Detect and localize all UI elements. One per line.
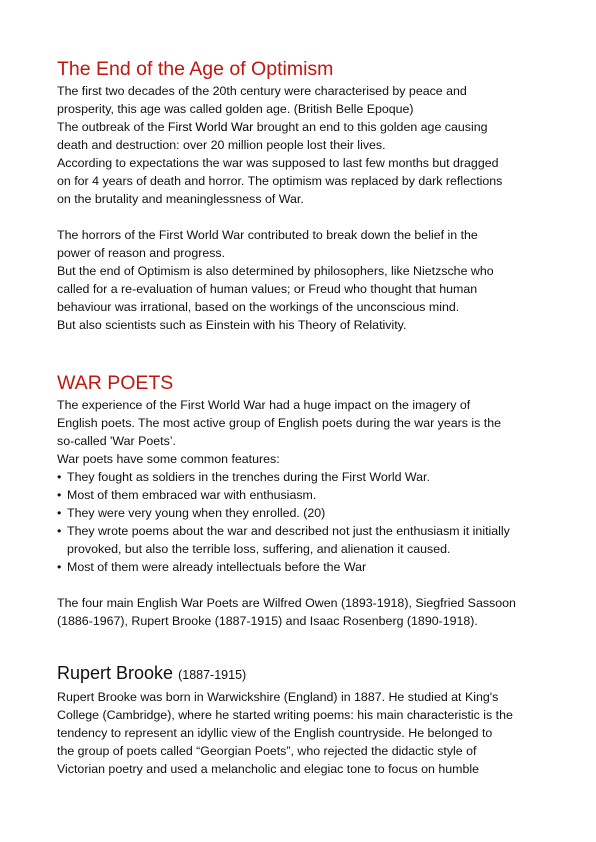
- text-line: power of reason and progress.: [57, 246, 226, 260]
- spacer: [57, 208, 556, 226]
- text-line: College (Cambridge), where he started writing poems: his main characteristic is the: [57, 708, 513, 722]
- list-item-text: They wrote poems about the war and described not just the enthusiasm it initially provoked, but also the terrible loss, suffering, and alienation it caused.: [67, 524, 510, 556]
- text-line: on for 4 years of death and horror. The optimism was replaced by dark reflections: [57, 174, 503, 188]
- bullet-icon: •: [57, 506, 62, 520]
- bullet-icon: •: [57, 560, 62, 574]
- list-item-text: Most of them embraced war with enthusiasm.: [67, 488, 317, 502]
- text-line: prosperity, this age was called golden age. (British Belle Epoque): [57, 102, 414, 116]
- text-line: on the brutality and meaninglessness of War.: [57, 192, 304, 206]
- list-item: [57, 558, 556, 576]
- text-line: death and destruction: over 20 million people lost their lives.: [57, 138, 386, 152]
- heading-dates: (1887-1915): [178, 668, 247, 682]
- paragraph-horrors: [57, 226, 556, 334]
- bullet-icon: •: [57, 524, 62, 538]
- section-heading-war-poets: WAR POETS: [57, 372, 174, 394]
- list-item-text: They fought as soldiers in the trenches during the First World War.: [67, 470, 430, 484]
- text-line: called for a re-evaluation of human values; or Freud who thought that human: [57, 282, 478, 296]
- text-line: The four main English War Poets are Wilfred Owen (1893-1918), Siegfried Sassoon: [57, 596, 516, 610]
- text-line: War poets have some common features:: [57, 452, 280, 466]
- text-fragment: The outbreak of the: [57, 120, 168, 134]
- paragraph-war-poets-intro: [57, 396, 556, 468]
- bullet-icon: •: [57, 488, 62, 502]
- list-item: [57, 486, 556, 504]
- text-line: English poets. The most active group of English poets during the war years is the: [57, 416, 502, 430]
- text-line: (1886-1967), Rupert Brooke (1887-1915) and Isaac Rosenberg (1890-1918).: [57, 614, 478, 628]
- text-line: The first two decades of the 20th century were characterised by peace and: [57, 84, 467, 98]
- section-heading-end-of-optimism: The End of the Age of Optimism: [57, 58, 334, 80]
- paragraph-rupert-brooke-bio: [57, 688, 556, 778]
- spacer: [57, 576, 556, 594]
- paragraph-golden-age: [57, 82, 556, 208]
- list-item: [57, 504, 556, 522]
- features-list: [57, 468, 556, 576]
- text-line: the group of poets called “Georgian Poets”, who rejected the didactic style of: [57, 744, 477, 758]
- list-item: [57, 468, 556, 486]
- text-line: The experience of the First World War had a huge impact on the imagery of: [57, 398, 471, 412]
- list-item-text: They were very young when they enrolled. (20): [67, 506, 326, 520]
- text-line: so-called 'War Poets’.: [57, 434, 176, 448]
- list-item-text: Most of them were already intellectuals before the War: [67, 560, 367, 574]
- text-line: But the end of Optimism is also determined by philosophers, like Nietzsche who: [57, 264, 494, 278]
- bullet-icon: •: [57, 470, 62, 484]
- text-fragment: brought an end to this golden age causing: [253, 120, 488, 134]
- text-line: According to expectations the war was supposed to last few months but dragged: [57, 156, 499, 170]
- text-line: Victorian poetry and used a melancholic and elegiac tone to focus on humble: [57, 762, 480, 776]
- paragraph-main-war-poets: [57, 594, 556, 630]
- text-line: But also scientists such as Einstein with his Theory of Relativity.: [57, 318, 407, 332]
- heading-name: Rupert Brooke: [57, 663, 174, 683]
- text-line: The horrors of the First World War contributed to break down the belief in the: [57, 228, 478, 242]
- section-heading-rupert-brooke: [57, 660, 556, 688]
- text-line: behaviour was irrational, based on the workings of the unconscious mind.: [57, 300, 460, 314]
- text-line: tendency to represent an idyllic view of the English countryside. He belonged to: [57, 726, 493, 740]
- list-item: [57, 522, 556, 558]
- text-line: Rupert Brooke was born in Warwickshire (England) in 1887. He studied at King's: [57, 690, 499, 704]
- first-world-war-link[interactable]: First World War: [167, 120, 254, 134]
